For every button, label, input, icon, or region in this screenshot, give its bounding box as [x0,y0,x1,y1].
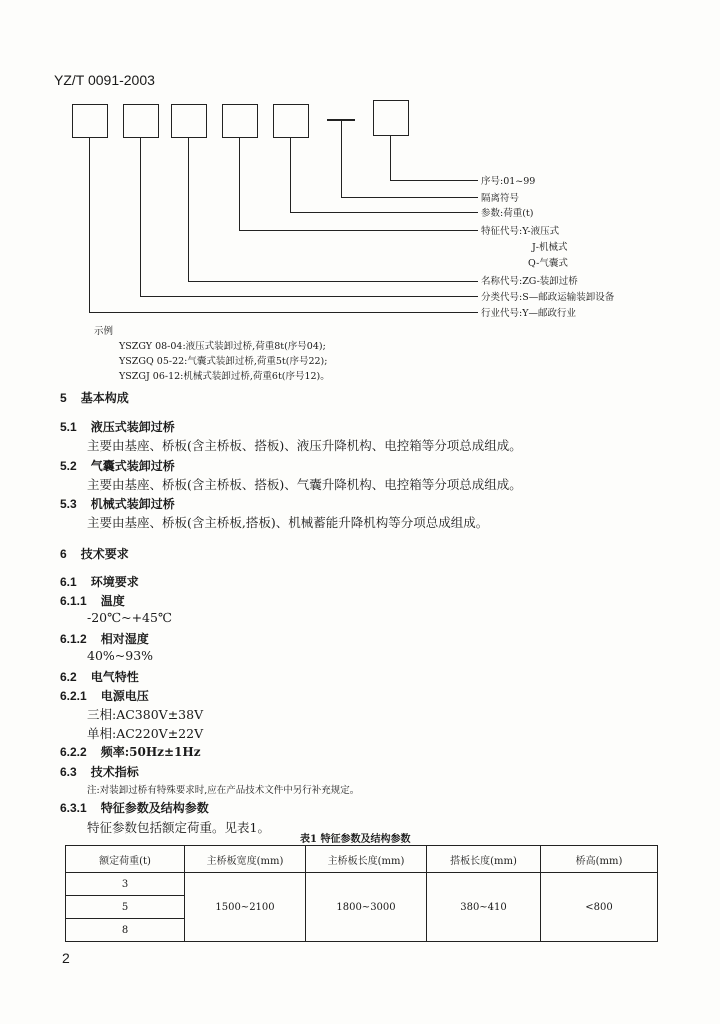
humidity-range: 40%~93% [87,648,154,663]
leader-line [290,212,478,213]
voltage-single-phase: 单相:AC220V±22V [87,726,204,741]
section-title: 相对湿度 [100,632,149,646]
heading-6-1 [60,573,139,590]
section-title: 特征参数及结构参数 [100,801,209,815]
section-title: 频率:50Hz±1Hz [100,745,201,759]
section-number: 5.3 [60,497,77,511]
label-feature-j: J-机械式 [532,242,568,253]
label-serial: 序号:01~99 [481,176,536,187]
heading-6-2 [60,668,139,685]
section-title: 环境要求 [90,575,139,589]
heading-6 [60,545,129,562]
table-caption: 表1 特征参数及结构参数 [300,834,411,845]
leader-line [188,281,478,282]
leader-line [89,138,90,312]
code-box-serial [373,100,409,136]
heading-6-2-1 [60,687,149,704]
section-title: 液压式装卸过桥 [90,420,175,434]
heading-5-2 [60,457,175,474]
leader-line [290,138,291,212]
paragraph-5-3: 主要由基座、桥板(含主桥板,搭板)、机械蓄能升降机构等分项总成组成。 [87,515,489,530]
table-header-row [66,846,658,873]
section-number: 5 [60,391,67,405]
label-feature-q: Q-气囊式 [528,258,568,269]
section-number: 6.2.1 [60,689,87,703]
table-header: 搭板长度(mm) [427,846,541,873]
section-number: 6.3 [60,765,77,779]
section-number: 5.2 [60,459,77,473]
code-box-industry [72,104,108,138]
temperature-range: -20℃~+45℃ [87,610,172,625]
table-cell-load: 3 [66,873,185,896]
table-header: 主桥板长度(mm) [306,846,427,873]
page-number: 2 [62,950,70,966]
heading-6-1-2 [60,630,149,647]
leader-line [239,138,240,230]
section-number: 5.1 [60,420,77,434]
leader-line [341,197,478,198]
table-cell-length: 1800~3000 [306,873,427,942]
leader-line [390,180,478,181]
heading-6-2-2 [60,743,201,760]
heading-6-3-1 [60,799,209,816]
section-number: 6.2.2 [60,745,87,759]
section-title: 电气特性 [90,670,139,684]
heading-5-3 [60,495,175,512]
table-cell-width: 1500~2100 [185,873,306,942]
leader-line [390,136,391,180]
table-header: 主桥板宽度(mm) [185,846,306,873]
example-item: YSZGJ 06-12:机械式装卸过桥,荷重6t(序号12)。 [119,371,330,382]
section-number: 6 [60,547,67,561]
heading-6-3 [60,763,139,780]
label-name-code: 名称代号:ZG-装卸过桥 [481,276,578,287]
table-cell-lip-length: 380~410 [427,873,541,942]
code-box-parameter [273,104,309,138]
label-industry-code: 行业代号:Y—邮政行业 [481,308,576,319]
parameter-table [65,845,658,942]
section-number: 6.1.1 [60,594,87,608]
voltage-three-phase: 三相:AC380V±38V [87,707,204,722]
section-title: 技术要求 [80,547,129,561]
section-title: 电源电压 [100,689,149,703]
paragraph-5-2: 主要由基座、桥板(含主桥板、搭板)、气囊升降机构、电控箱等分项总成组成。 [87,477,522,492]
section-number: 6.1.2 [60,632,87,646]
example-item: YSZGQ 05-22:气囊式装卸过桥,荷重5t(序号22); [119,356,328,367]
leader-line [239,230,478,231]
section-title: 气囊式装卸过桥 [90,459,175,473]
code-box-feature [222,104,258,138]
section-title: 技术指标 [90,765,139,779]
leader-line [140,138,141,296]
section-title: 基本构成 [80,391,129,405]
section-title: 机械式装卸过桥 [90,497,175,511]
table-row [66,873,658,896]
leader-line [188,138,189,281]
heading-6-1-1 [60,592,125,609]
table-cell-load: 8 [66,919,185,942]
section-number: 6.1 [60,575,77,589]
heading-5-1 [60,418,175,435]
table-cell-load: 5 [66,896,185,919]
table-header: 桥高(mm) [541,846,658,873]
section-number: 6.3.1 [60,801,87,815]
code-box-name [171,104,207,138]
code-box-category [123,104,159,138]
label-parameter: 参数:荷重(t) [481,208,534,219]
leader-line [341,121,342,197]
label-category-code: 分类代号:S—邮政运输装卸设备 [481,292,615,303]
paragraph-5-1: 主要由基座、桥板(含主桥板、搭板)、液压升降机构、电控箱等分项总成组成。 [87,438,522,453]
table-cell-height: <800 [541,873,658,942]
examples-title: 示例 [94,326,114,337]
example-item: YSZGY 08-04:液压式装卸过桥,荷重8t(序号04); [119,341,326,352]
heading-5 [60,389,129,406]
leader-line [140,296,478,297]
leader-line [89,312,478,313]
table-header: 额定荷重(t) [66,846,185,873]
section-number: 6.2 [60,670,77,684]
standard-number: YZ/T 0091-2003 [54,72,155,88]
label-feature: 特征代号:Y-液压式 [481,226,560,237]
label-separator: 隔离符号 [481,193,520,204]
paragraph-6-3-1: 特征参数包括额定荷重。见表1。 [87,820,270,835]
section-title: 温度 [100,594,125,608]
note-6-3: 注:对装卸过桥有特殊要求时,应在产品技术文件中另行补充规定。 [87,785,360,796]
